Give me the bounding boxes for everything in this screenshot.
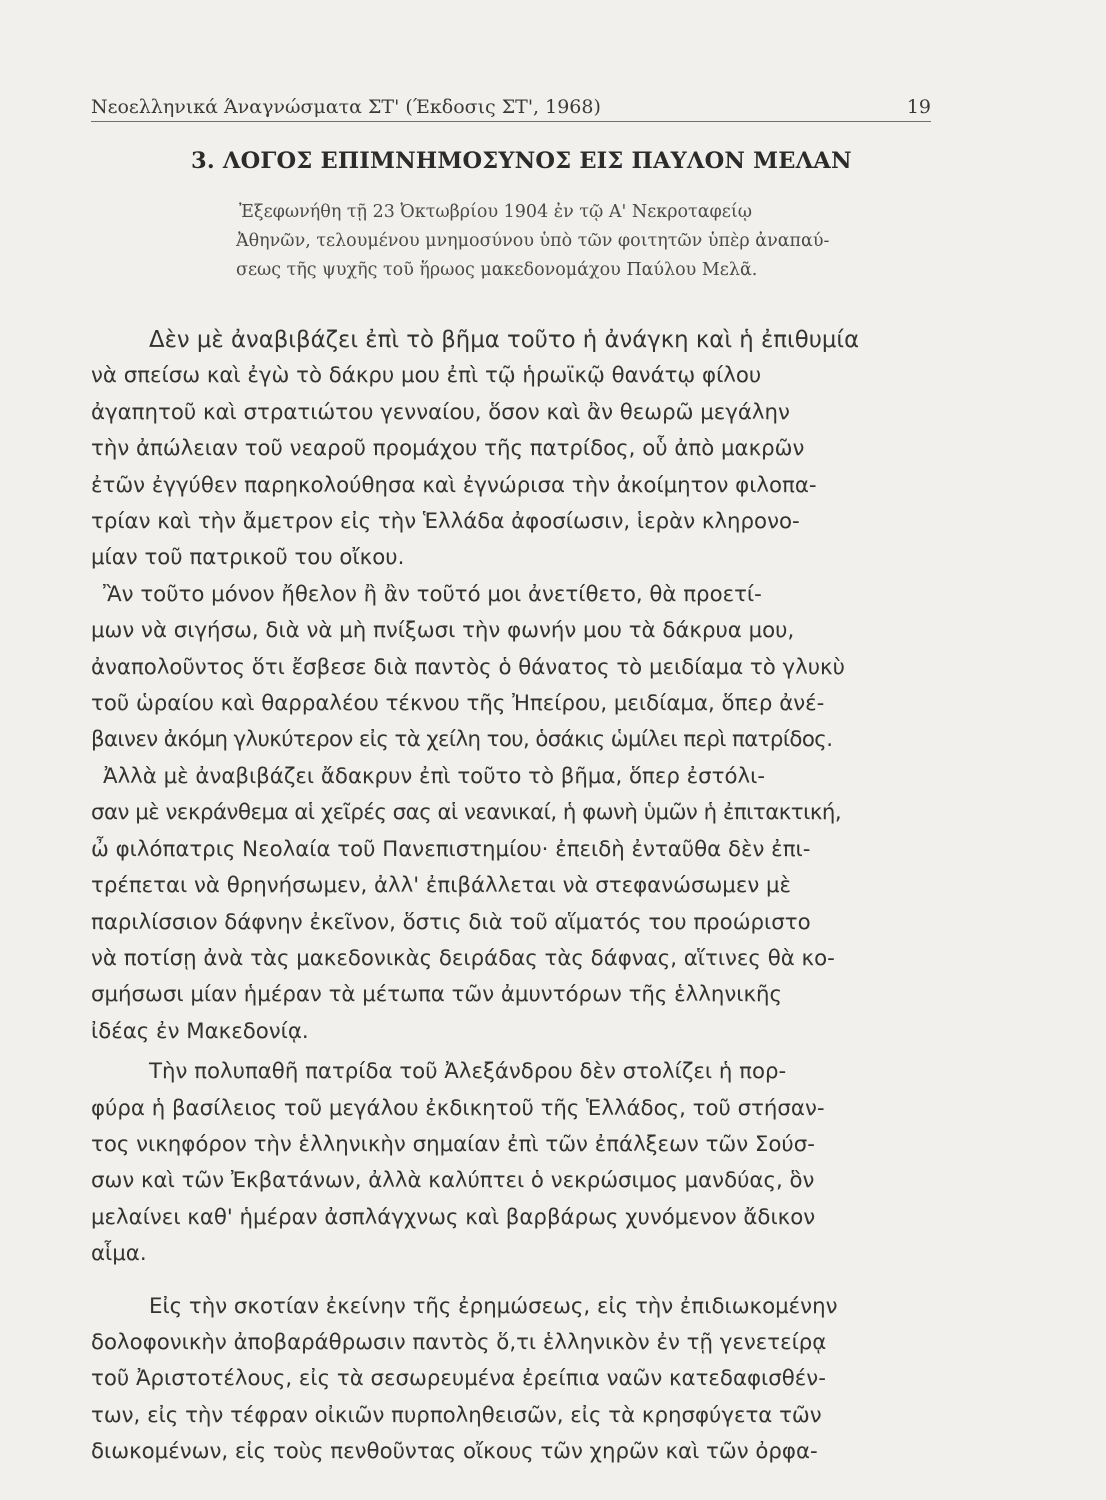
text-line: σαν μὲ νεκράνθεμα αἱ χεῖρές σας αἱ νεανικαί, ἡ φωνὴ ὑμῶν ἡ ἐπιτακτική,: [91, 800, 842, 826]
paragraph: [91, 577, 939, 759]
text-line: Ἀλλὰ μὲ ἀναβιβάζει ἄδακρυν ἐπὶ τοῦτο τὸ βῆμα, ὅπερ ἐστόλι-: [103, 763, 766, 789]
subtitle-line: Ἀθηνῶν, τελουμένου μνημοσύνου ὑπὸ τῶν φοιτητῶν ὑπὲρ ἀναπαύ-: [236, 231, 830, 251]
text-line: δολοφονικὴν ἀποβαράθρωσιν παντὸς ὅ,τι ἑλληνικὸν ἐν τῇ γενετείρᾳ: [91, 1329, 827, 1355]
text-line: τρίαν καὶ τὴν ἄμετρον εἰς τὴν Ἑλλάδα ἀφοσίωσιν, ἱερὰν κληρονο-: [91, 509, 800, 535]
text-line: Ἂν τοῦτο μόνον ἤθελον ἢ ἂν τοῦτό μοι ἀνετίθετο, θὰ προετί-: [103, 581, 762, 607]
text-line: των, εἰς τὴν τέφραν οἰκιῶν πυρποληθεισῶν, εἰς τὰ κρησφύγετα τῶν: [91, 1402, 822, 1428]
text-line: σμήσωσι μίαν ἡμέραν τὰ μέτωπα τῶν ἀμυντόρων τῆς ἑλληνικῆς: [91, 982, 783, 1008]
text-line: βαινεν ἀκόμη γλυκύτερον εἰς τὰ χείλη του, ὁσάκις ὡμίλει περὶ πατρίδος.: [91, 727, 833, 753]
text-line: ἀγαπητοῦ καὶ στρατιώτου γενναίου, ὅσον καὶ ἂν θεωρῶ μεγάλην: [91, 399, 790, 425]
text-line: Δὲν μὲ ἀναβιβάζει ἐπὶ τὸ βῆμα τοῦτο ἡ ἀνάγκη καὶ ἡ ἐπιθυμία: [149, 327, 860, 353]
text-line: τοῦ ὡραίου καὶ θαρραλέου τέκνου τῆς Ἠπείρου, μειδίαμα, ὅπερ ἀνέ-: [91, 691, 825, 717]
paragraph-spacer: [91, 1273, 939, 1289]
running-header-title: Νεοελληνικά Άναγνώσματα ΣΤ' (Έκδοσις ΣΤ', 1968): [91, 96, 601, 118]
text-line: αἷμα.: [91, 1241, 147, 1267]
paragraph: [91, 1289, 939, 1471]
text-line: ἐτῶν ἐγγύθεν παρηκολούθησα καὶ ἐγνώρισα τὴν ἀκοίμητον φιλοπα-: [91, 472, 817, 498]
page-number: 19: [906, 96, 931, 118]
text-line: Εἰς τὴν σκοτίαν ἐκείνην τῆς ἐρημώσεως, εἰς τὴν ἐπιδιωκομένην: [149, 1293, 838, 1319]
speech-text: [91, 322, 939, 1471]
text-line: μελαίνει καθ' ἡμέραν ἀσπλάγχνως καὶ βαρβάρως χυνόμενον ἄδικον: [91, 1204, 816, 1230]
text-line: νὰ ποτίσῃ ἀνὰ τὰς μακεδονικὰς δειράδας τὰς δάφνας, αἵτινες θὰ κο-: [91, 945, 835, 971]
text-line: τρέπεται νὰ θρηνήσωμεν, ἀλλ' ἐπιβάλλεται νὰ στεφανώσωμεν μὲ: [91, 873, 792, 899]
text-line: ὦ φιλόπατρις Νεολαία τοῦ Πανεπιστημίου· ἐπειδὴ ἐνταῦθα δὲν ἐπι-: [91, 836, 811, 862]
text-line: διωκομένων, εἰς τοὺς πενθοῦντας οἴκους τῶν χηρῶν καὶ τῶν ὀρφα-: [91, 1439, 818, 1465]
chapter-subtitle: [236, 198, 939, 285]
subtitle-line: σεως τῆς ψυχῆς τοῦ ἥρωος μακεδονομάχου Παύλου Μελᾶ.: [236, 260, 758, 280]
text-line: παριλίσσιον δάφνην ἐκεῖνον, ὅστις διὰ τοῦ αἵματός του προώριστο: [91, 909, 811, 935]
running-header: [91, 88, 931, 118]
text-line: μων νὰ σιγήσω, διὰ νὰ μὴ πνίξωσι τὴν φωνήν μου τὰ δάκρυα μου,: [91, 618, 795, 644]
paragraph: [91, 1054, 939, 1272]
paragraph: [91, 322, 939, 577]
chapter-title: 3. ΛΟΓΟΣ ΕΠΙΜΝΗΜΟΣΥΝΟΣ ΕΙΣ ΠΑΥΛΟΝ ΜΕΛΑΝ: [191, 148, 852, 174]
text-line: τὴν ἀπώλειαν τοῦ νεαροῦ προμάχου τῆς πατρίδος, οὗ ἀπὸ μακρῶν: [91, 436, 805, 462]
text-line: τοῦ Ἀριστοτέλους, εἰς τὰ σεσωρευμένα ἐρείπια ναῶν κατεδαφισθέν-: [91, 1366, 826, 1392]
text-line: νὰ σπείσω καὶ ἐγὼ τὸ δάκρυ μου ἐπὶ τῷ ἡρωϊκῷ θανάτῳ φίλου: [91, 363, 762, 389]
text-line: ἀναπολοῦντος ὅτι ἔσβεσε διὰ παντὸς ὁ θάνατος τὸ μειδίαμα τὸ γλυκὺ: [91, 654, 845, 680]
text-line: φύρα ἡ βασίλειος τοῦ μεγάλου ἐκδικητοῦ τῆς Ἑλλάδος, τοῦ στήσαν-: [91, 1095, 825, 1121]
text-line: ἰδέας ἐν Μακεδονίᾳ.: [91, 1018, 309, 1044]
text-line: μίαν τοῦ πατρικοῦ του οἴκου.: [91, 545, 405, 571]
text-line: τος νικηφόρον τὴν ἑλληνικὴν σημαίαν ἐπὶ τῶν ἐπάλξεων τῶν Σούσ-: [91, 1131, 815, 1157]
text-line: σων καὶ τῶν Ἐκβατάνων, ἀλλὰ καλύπτει ὁ νεκρώσιμος μανδύας, ὃν: [91, 1168, 815, 1194]
subtitle-line: Ἐξεφωνήθη τῇ 23 Ὀκτωβρίου 1904 ἐν τῷ Α' Νεκροταφείῳ: [239, 202, 752, 222]
text-line: Τὴν πολυπαθῆ πατρίδα τοῦ Ἀλεξάνδρου δὲν στολίζει ἡ πορ-: [149, 1059, 787, 1085]
header-rule: [91, 121, 931, 122]
paragraph: [91, 759, 939, 1050]
